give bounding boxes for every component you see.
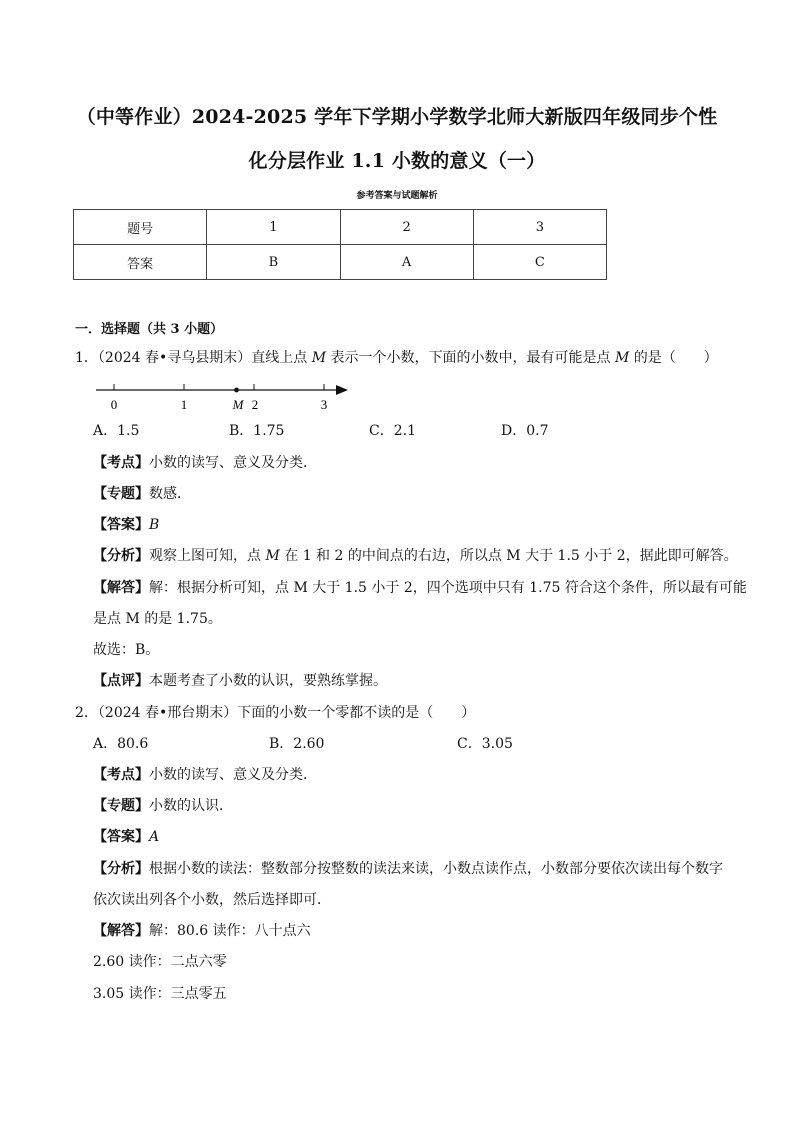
number-line-tick-label: 2 <box>251 397 259 412</box>
q2-fenxi-line2: 依次读出列各个小数，然后选择即可． <box>93 892 331 908</box>
q1-var-m: M <box>265 548 280 564</box>
number-line-tick-label: 0 <box>110 397 118 412</box>
table-cell: B <box>207 245 340 280</box>
q1-daan-text: B <box>149 517 160 533</box>
q2-jieda-line1: 解：80.6 读作：八十点六 <box>149 923 311 939</box>
q2-daan <box>93 827 159 847</box>
tag-label: 【解答】 <box>93 923 149 939</box>
tag-label: 【分析】 <box>93 861 149 877</box>
table-cell: 3 <box>473 210 606 245</box>
table-cell: 题号 <box>74 210 207 245</box>
q1-option-a: A．1.5 <box>93 423 140 439</box>
doc-title-line1: （中等作业）2024-2025 学年下学期小学数学北师大新版四年级同步个性 <box>76 106 718 128</box>
q1-guxuan: 故选：B。 <box>93 642 160 658</box>
tag-label: 【专题】 <box>93 798 149 814</box>
tag-label: 【考点】 <box>93 767 149 783</box>
number-line-tick-label: 3 <box>320 397 328 412</box>
q1-zhuanti <box>93 484 191 504</box>
q1-zhuanti-text: 数感． <box>149 486 191 502</box>
q2-zhuanti <box>93 796 233 816</box>
number-line-figure <box>90 378 360 414</box>
q2-fenxi <box>93 859 723 879</box>
q2-kaodian <box>93 765 317 785</box>
q1-var-m: M <box>311 350 327 366</box>
q1-fenxi-pre: 观察上图可知，点 <box>149 548 266 564</box>
tag-label: 【点评】 <box>93 673 149 689</box>
tag-label: 【专题】 <box>93 486 149 502</box>
q2-option-b: B．2.60 <box>269 736 325 752</box>
q2-stem: 2．（2024 春•邢台期末）下面的小数一个零都不读的是（ ） <box>75 705 476 721</box>
q2-jieda-line2: 2.60 读作：二点六零 <box>93 954 227 970</box>
q2-jieda-line3: 3.05 读作：三点零五 <box>93 986 227 1002</box>
q2-option-a: A．80.6 <box>93 736 149 752</box>
q2-daan-text: A <box>149 829 160 845</box>
table-cell: C <box>473 245 606 280</box>
answer-table <box>73 209 607 280</box>
q1-kaodian-text: 小数的读写、意义及分类． <box>149 455 317 471</box>
table-cell: A <box>340 245 473 280</box>
q1-stem-mid: 表示一个小数，下面的小数中，最有可能是点 <box>326 350 615 366</box>
q2-fenxi-line1: 根据小数的读法：整数部分按整数的读法来读，小数点读作点，小数部分要依次读出每个数字 <box>149 861 723 877</box>
q1-stem-pre: 1．（2024 春•寻乌县期末）直线上点 <box>75 350 312 366</box>
q1-dianping <box>93 671 387 691</box>
table-cell: 2 <box>340 210 473 245</box>
q2-option-c: C．3.05 <box>457 736 513 752</box>
q1-stem <box>75 348 718 368</box>
q1-var-m: M <box>614 350 630 366</box>
tag-label: 【分析】 <box>93 548 149 564</box>
tag-label: 【解答】 <box>93 580 149 596</box>
tag-label: 【答案】 <box>93 829 149 845</box>
q1-jieda-line1: 解：根据分析可知，点 M 大于 1.5 小于 2，四个选项中只有 1.75 符合这个条件，所以最有可能 <box>149 580 747 596</box>
q1-option-c: C．2.1 <box>369 423 416 439</box>
q1-jieda-line2: 是点 M 的是 1.75。 <box>93 611 222 627</box>
q2-kaodian-text: 小数的读写、意义及分类． <box>149 767 317 783</box>
tag-label: 【答案】 <box>93 517 149 533</box>
number-line-arrow-icon <box>336 385 348 395</box>
number-line-point-label: M <box>232 397 244 412</box>
q1-kaodian <box>93 453 317 473</box>
answer-table-answer-row <box>74 245 607 280</box>
q1-dianping-text: 本题考查了小数的认识，要熟练掌握。 <box>149 673 387 689</box>
q1-fenxi <box>93 546 738 566</box>
doc-title-line2: 化分层作业 1.1 小数的意义（一） <box>248 150 546 172</box>
q1-jieda <box>93 578 747 598</box>
doc-subtitle: 参考答案与试题解析 <box>356 191 438 201</box>
number-line-tick-label: 1 <box>180 397 188 412</box>
table-cell: 1 <box>207 210 340 245</box>
q1-daan <box>93 515 159 535</box>
answer-table-header-row <box>74 210 607 245</box>
q1-option-d: D．0.7 <box>501 423 549 439</box>
q1-fenxi-post: 在 1 和 2 的中间点的右边，所以点 M 大于 1.5 小于 2，据此即可解答。 <box>279 548 738 564</box>
tag-label: 【考点】 <box>93 455 149 471</box>
table-cell: 答案 <box>74 245 207 280</box>
q2-jieda <box>93 921 311 941</box>
q1-option-b: B．1.75 <box>229 423 285 439</box>
section-heading: 一．选择题（共 3 小题） <box>75 322 224 337</box>
number-line-point-m <box>234 388 239 393</box>
q1-stem-post: 的是（ ） <box>629 350 718 366</box>
q2-zhuanti-text: 小数的认识． <box>149 798 233 814</box>
